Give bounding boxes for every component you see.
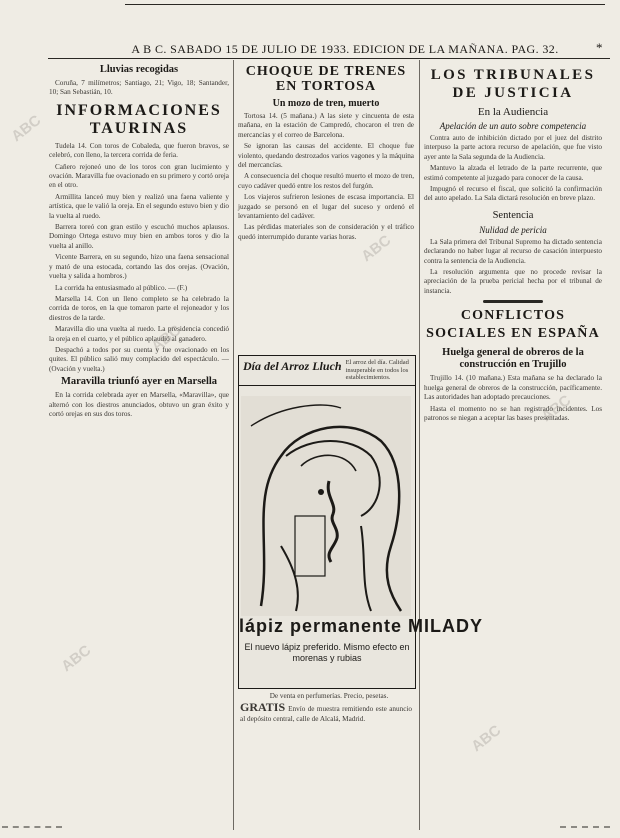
column-right xyxy=(424,62,602,827)
subhead-huelga-trujillo: Huelga general de obreros de la construcción en Trujillo xyxy=(442,347,584,371)
header-rule xyxy=(48,58,610,59)
article-paragraph: Hasta el momento no se han registrado incidentes. Los patronos se niegan a aceptar las bases presentadas. xyxy=(424,404,602,422)
article-paragraph: En la corrida celebrada ayer en Marsella, «Maravilla», que alternó con los diestros anunciados, obtuvo un gran éxito y cortó orejas en sus dos toros. xyxy=(49,391,229,418)
section-ornament xyxy=(483,300,543,303)
ad-product-name: lápiz permanente MILADY xyxy=(239,616,484,636)
headline-conflictos-sociales: CONFLICTOS SOCIALES EN ESPAÑA xyxy=(426,308,600,342)
subhead-audiencia: En la Audiencia xyxy=(477,106,549,118)
article-paragraph: Coruña, 7 milímetros; Santiago, 21; Vigo, 18; Santander, 10; San Sebastián, 10. xyxy=(49,79,229,97)
article-paragraph: La corrida ha entusiasmado al público. — (F.) xyxy=(55,283,188,292)
watermark-abc: ABC xyxy=(468,721,505,756)
ad-footer-paragraph: De venta en perfumerías. Precio, pesetas. xyxy=(269,692,389,700)
article-paragraph: La resolución argumenta que no procede revisar la apreciación de la prueba pericial hecha por el tribunal de instancia. xyxy=(424,268,602,295)
watermark-abc: ABC xyxy=(8,111,45,146)
watermark-abc: ABC xyxy=(148,321,185,356)
ad-brand-note: El arroz del día. Calidad insuperable en todos los establecimientos. xyxy=(345,359,409,381)
article-paragraph: Marsella 14. Con un lleno completo se ha celebrado la corrida de toros, en la que tomaron parte el rejoneador y los diestros de la tarde. xyxy=(49,294,229,322)
ad-woman-profile-illustration xyxy=(241,396,411,616)
article-paragraph: Contra auto de inhibición dictado por el juez del distrito interpuso la parte actora recurso de apelación, que fue visto ayer ante la Sala segunda de la Audiencia. xyxy=(424,134,602,161)
watermark-abc: ABC xyxy=(358,231,395,266)
headline-informaciones-taurinas: INFORMACIONES TAURINAS xyxy=(56,101,222,137)
article-paragraph: Trujillo 14. (10 mañana.) Esta mañana se ha declarado la huelga general de obreros de la construcción, pacíficamente. Las autoridades han adoptado precauciones. xyxy=(424,374,602,402)
column-middle-top xyxy=(238,62,414,352)
subhead-apelacion: Apelación de un auto sobre competencia xyxy=(439,121,587,131)
article-paragraph: Cañero rejoneó uno de los toros con gran lucimiento y ovación. Maravilla fue ovacionado en su primero y cortó oreja en el otro. xyxy=(49,162,229,190)
ad-header xyxy=(239,356,415,386)
ad-gratis-text: Envío de muestra remitiendo este anuncio al depósito central, calle de Alcalá, Madrid. xyxy=(240,705,412,723)
subhead-nulidad: Nulidad de pericia xyxy=(479,224,547,235)
article-paragraph: Las pérdidas materiales son de consideración y el tráfico quedó interrumpido durante varias horas. xyxy=(238,223,414,241)
subhead-sentencia: Sentencia xyxy=(492,209,534,221)
article-paragraph: Tudela 14. Con toros de Cobaleda, que fueron bravos, se celebró, con lleno, la tercera corrida de feria. xyxy=(49,141,229,160)
ad-gratis-label: GRATIS xyxy=(240,700,286,715)
top-rule xyxy=(125,4,605,5)
ad-slogan: El nuevo lápiz preferido. Mismo efecto en morenas y rubias xyxy=(244,642,410,663)
article-paragraph: Maravilla dio una vuelta al ruedo. La presidencia concedió la oreja en el cuarto, y el público aplaudió al ganadero. xyxy=(49,325,229,343)
article-paragraph: A consecuencia del choque resultó muerto el mozo de tren, cuyo cadáver quedó entre los restos del furgón. xyxy=(238,172,414,190)
headline-choque-de-trenes: CHOQUE DE TRENES EN TORTOSA xyxy=(245,64,407,94)
ad-footer-text xyxy=(240,692,412,726)
article-paragraph: La Sala primera del Tribunal Supremo ha dictado sentencia declarando no haber lugar al recurso de casación interpuesto contra la sentencia de la Audiencia. xyxy=(424,237,602,265)
article-paragraph: Armillita lanceó muy bien y realizó una faena valiente y artística, que le valió la oreja. En el segundo estuvo bien y dio la vuelta al ruedo. xyxy=(49,192,229,220)
advertisement-milady xyxy=(238,355,484,689)
watermark-abc: ABC xyxy=(58,641,95,676)
column-rule-2 xyxy=(419,60,420,830)
subhead-mozo-muerto: Un mozo de tren, muerto xyxy=(272,98,380,109)
article-paragraph: Despachó a todos por su cuenta y fue ovacionado en los quites. El público salió muy complacido del espectáculo. — (Ovación y vuelta.) xyxy=(49,345,229,373)
article-paragraph: Barrera toreó con gran estilo y escuchó muchos aplausos. Domingo Ortega estuvo muy bien en ambos toros y dio la vuelta al anillo. xyxy=(49,223,229,250)
article-paragraph: Impugnó el recurso el fiscal, que solicitó la confirmación del auto apelado. La Sala dictará resolución en breve plazo. xyxy=(424,185,602,203)
scan-mark-right xyxy=(560,826,610,828)
article-paragraph: Tortosa 14. (5 mañana.) A las siete y cincuenta de esta mañana, en la estación de Campredó, chocaron el tren de mercancías y el correo de Barcelona. xyxy=(238,112,414,139)
headline-lluvias: Lluvias recogidas xyxy=(99,64,179,75)
headline-maravilla: Maravilla triunfó ayer en Marsella xyxy=(60,376,218,388)
article-paragraph: Mantuvo la alzada el letrado de la parte recurrente, que estimó competente al juzgado para conocer de la causa. xyxy=(424,164,602,182)
article-paragraph: Se ignoran las causas del accidente. El choque fue violento, quedando destrozados varios vagones y la máquina del mercancías. xyxy=(238,142,414,170)
column-left xyxy=(49,62,229,827)
headline-tribunales: LOS TRIBUNALES DE JUSTICIA xyxy=(430,67,596,101)
ad-brand: Día del Arroz Lluch xyxy=(243,359,342,373)
article-paragraph: Vicente Barrera, en su segundo, hizo una faena sensacional y mató de una estocada, cortando las dos orejas. (Ovación, vuelta y salida a hombros.) xyxy=(49,253,229,281)
scan-mark-left xyxy=(2,826,62,828)
watermark-abc: ABC xyxy=(538,391,575,426)
page-star-mark: * xyxy=(596,40,603,55)
article-paragraph: Los viajeros sufrieron lesiones de escasa importancia. El juzgado se personó en el lugar del suceso y ordenó el levantamiento del cadáver. xyxy=(238,193,414,221)
column-rule-1 xyxy=(233,60,234,830)
masthead-line: A B C. SABADO 15 DE JULIO DE 1933. EDICION DE LA MAÑANA. PAG. 32. xyxy=(131,42,559,56)
